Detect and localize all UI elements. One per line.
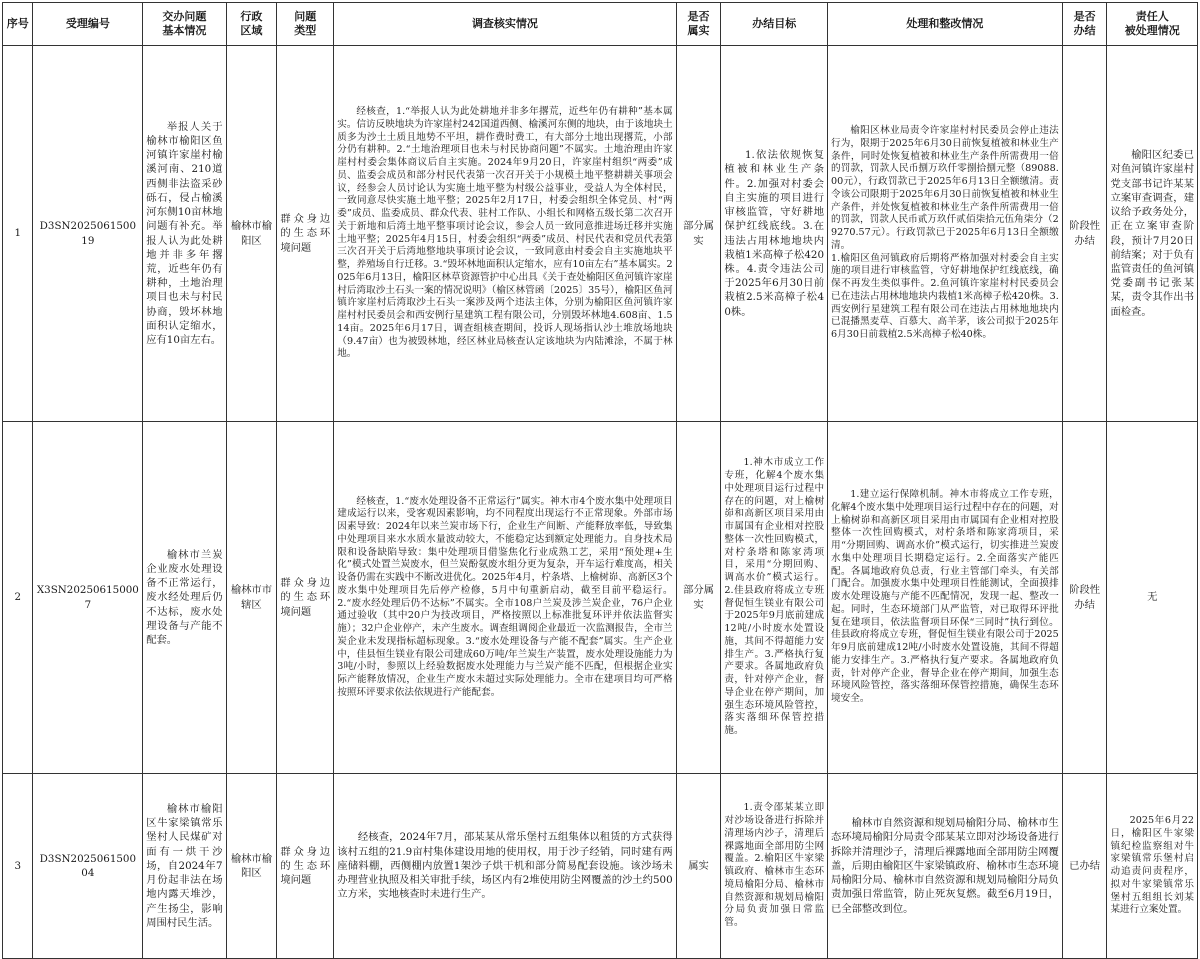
cell-code: X3SN202506150007 xyxy=(33,422,143,774)
cell-handling: 1.建立运行保障机制。神木市将成立工作专班，化解4个废水集中处理项目运行过程中存在的问题，对上榆树峁和高新区项目采用由市属国有企业相对控股整体一次性回购模式，对柠条塔和陈家湾项目，采用“分期回购、调高水价”模式运行，切实推进兰炭废水集中处理项目长期稳定运行。2.全面落实产能匹配。各属地政府负总责，行业主管部门牵头，有关部门配合。加强废水集中处理项目性能测试，全面摸排废水处理设施与产能不匹配情况，发现一起、整改一起。同时，生态环境部门从严监管，对已取得环评批复在建项目，依法监督项目环保“三同时”执行到位。佳县政府将成立专班，督促恒生镁业有限公司于2025年9月底前建成12吨/小时废水处置设施，其间不得超能力安排生产。3.严格执行复产要求。各属地政府负责，针对停产企业，督导企业在停产期间，加强生态环境风险管控，落实落细环保管控措施，确保生态环境安全。 xyxy=(828,422,1063,774)
header-code: 受理编号 xyxy=(33,3,143,46)
header-target: 办结目标 xyxy=(721,3,828,46)
cell-region: 榆林市榆阳区 xyxy=(226,774,277,959)
table-row xyxy=(3,774,1198,959)
cell-issue: 榆林市榆阳区牛家梁镇常乐堡村人民煤矿对面有一烘干沙场，自2024年7月份起非法在场地内露天堆沙，产生扬尘，影响周围村民生活。 xyxy=(143,774,226,959)
cell-handling: 榆阳区林业局责令许家崖村村民委员会停止违法行为，限期于2025年6月30日前恢复植被和林业生产条件，同时处恢复植被和林业生产条件所需费用一倍的罚款，罚款人民币捌万玖仟零捌拾捌元整（89088.00元），行政罚款已于2025年6月13日全额缴清。责令该公司限期于2025年6月30日前恢复植被和林业生产条件，并处恢复植被和林业生产条件所需费用一倍的罚款，罚款人民币贰万玖仟贰佰柒拾元伍角柒分（29270.57元）。行政罚款已于2025年6月13日全额缴清。 1.榆阳区鱼河镇政府后期将严格加强对村委会自主实施的项目进行审核监管，守好耕地保护红线底线，确保不再发生类似事件。2.鱼河镇许家崖村村民委员会已在违法占用林地地块内栽植1米高樟子松420株。3.西安例行星建筑工程有限公司在违法占用林地地块内已混播黑麦草、百慕大、高羊茅，该公司拟于2025年6月30日前栽植2.5米高樟子松40株。 xyxy=(828,46,1063,422)
cell-target: 1.依法依规恢复植被和林业生产条件。2.加强对村委会自主实施的项目进行审核监管，守好耕地保护红线底线。3.在违法占用林地地块内栽植1米高樟子松420株。4.责令违法公司于2025年6月30日前栽植2.5米高樟子松40株。 xyxy=(721,46,828,422)
cell-seq: 2 xyxy=(3,422,33,774)
cell-handling: 榆林市自然资源和规划局榆阳分局、榆林市生态环境局榆阳分局责令邵某某立即对沙场设备进行拆除并清理沙子，清理后裸露地面全部用防尘网覆盖，后期由榆阳区牛家梁镇政府、榆林市生态环境局榆阳分局、榆林市自然资源和规划局榆阳分局负责加强日常监管，防止死灰复燃。截至6月19日，已全部整改到位。 xyxy=(828,774,1063,959)
cell-is-closed: 阶段性办结 xyxy=(1062,46,1107,422)
cell-is-true: 属实 xyxy=(676,774,721,959)
table-row xyxy=(3,46,1198,422)
header-is-closed: 是否 办结 xyxy=(1062,3,1107,46)
cell-is-closed: 已办结 xyxy=(1062,774,1107,959)
cell-accountability: 2025年6月22日，榆阳区牛家梁镇纪检监察组对牛家梁镇常乐堡村启动追责问责程序，拟对牛家梁镇常乐堡村五组组长刘某某进行立案处置。 xyxy=(1107,774,1198,959)
header-accountability: 责任人 被处理情况 xyxy=(1107,3,1198,46)
cell-region: 榆林市榆阳区 xyxy=(226,46,277,422)
table-row xyxy=(3,422,1198,774)
cell-findings: 经核查，2024年7月，邵某某从常乐堡村五组集体以租赁的方式获得该村五组的21.9亩村集体建设用地的使用权，用于沙子经销，同时建有两座储料棚，西侧棚内放置1架沙子烘干机和部分简易配套设施。该沙场未办理营业执照及相关审批手续，场区内有2堆使用防尘网覆盖的沙土约500立方米，实地核查时未进行生产。 xyxy=(334,774,676,959)
cell-target: 1.责令邵某某立即对沙场设备进行拆除并清理场内沙子，清理后裸露地面全部用防尘网覆盖。2.榆阳区牛家梁镇政府、榆林市生态环境局榆阳分局、榆林市自然资源和规划局榆阳分局负责加强日常监管。 xyxy=(721,774,828,959)
cell-target: 1.神木市成立工作专班，化解4个废水集中处理项目运行过程中存在的问题，对上榆树峁和高新区项目采用由市属国有企业相对控股整体一次性回购模式，对柠条塔和陈家湾项目，采用“分期回购、调高水价”模式运行。2.佳县政府将成立专班督促恒生镁业有限公司于2025年9月底前建成12吨/小时废水处置设施，其间不得超能力安排生产。3.严格执行复产要求。各属地政府负责，针对停产企业，督导企业在停产期间，加强生态环境风险管控，落实落细环保管控措施。 xyxy=(721,422,828,774)
table-header xyxy=(3,3,1198,46)
header-region: 行政 区域 xyxy=(226,3,277,46)
cell-region: 榆林市市辖区 xyxy=(226,422,277,774)
cell-type: 群众身边的生态环境问题 xyxy=(277,422,334,774)
cell-findings: 经核查，1.“举报人认为此处耕地并非多年撂荒，近些年仍有耕种”基本属实。信访反映地块为许家崖村242国道西侧、榆溪河东侧的地块，由于该地块土质多为沙土土质且地势不平坦，耕作费时费工，有大部分土地出现撂荒，小部分仍有耕种。2.“土地治理项目也未与村民协商问题”不属实。土地治理由许家崖村村委会集体商议后自主实施。2024年9月20日，许家崖村组织“两委”成员、监委会成员和部分村民代表第一次召开关于小规模土地平整耕耕关事项会议，经参会人员讨论认为实施土地平整为村级公益事业，受益人为全体村民，一致同意尽快实施土地平整；2025年2月17日，村委会组织全体党员、村“两委”成员、监委成员、群众代表、驻村工作队、小组长和网格五级长第二次召开关于新地和后湾土地平整事项讨论会议，参会人员一致同意推进场迁移并实施土地平整；2025年4月15日，村委会组织“两委”成员、村民代表和党员代表第三次召开关于后湾地整地块事项讨论会议，一致同意由村委会自主实施地块平整，养殖场自行迁移。3.“毁坏林地面积认定缩水，应有10亩左右”基本属实。2025年6月13日，榆阳区林草资源管护中心出具《关于查处榆阳区鱼河镇许家崖村后湾取沙土石头一案的情况说明》（榆区林管函〔2025〕35号），榆阳区鱼河镇许家崖村后湾取沙土石头一案涉及两个违法主体，分别为榆阳区鱼河镇许家崖村村民委员会和西安例行星建筑工程有限公司，分别毁坏林地4.608亩、1.514亩。2025年6月17日，调查组核查期间，投诉人现场指认沙土堆放场地块（9.47亩）也为被毁林地，经区林业局核查认定该地块为内陆滩涂，不属于林地。 xyxy=(334,46,676,422)
cell-accountability: 榆阳区纪委已对鱼河镇许家崖村党支部书记许某某立案审查调查，建议给予政务处分，正在立案审查阶段，预计7月20日前结案；对于负有监管责任的鱼河镇党委副书记张某某，责令其作出书面检查。 xyxy=(1107,46,1198,422)
cell-issue: 举报人关于榆林市榆阳区鱼河镇许家崖村榆溪河南、210道西侧非法盗采砂砾石，侵占榆溪河东侧10亩林地问题有补充。举报人认为此处耕地并非多年撂荒，近些年仍有耕种，土地治理项目也未与村民协商，毁坏林地面积认定缩水，应有10亩左右。 xyxy=(143,46,226,422)
cell-accountability: 无 xyxy=(1107,422,1198,774)
cell-seq: 3 xyxy=(3,774,33,959)
cell-is-true: 部分属实 xyxy=(676,422,721,774)
cell-type: 群众身边的生态环境问题 xyxy=(277,774,334,959)
header-type: 问题 类型 xyxy=(277,3,334,46)
header-seq: 序号 xyxy=(3,3,33,46)
cell-type: 群众身边的生态环境问题 xyxy=(277,46,334,422)
case-table xyxy=(2,2,1198,959)
header-is-true: 是否 属实 xyxy=(676,3,721,46)
header-issue: 交办问题 基本情况 xyxy=(143,3,226,46)
cell-seq: 1 xyxy=(3,46,33,422)
cell-is-closed: 阶段性办结 xyxy=(1062,422,1107,774)
cell-issue: 榆林市兰炭企业废水处理设备不正常运行，废水经处理后仍不达标，废水处理设备与产能不配套。 xyxy=(143,422,226,774)
cell-code: D3SN202506150004 xyxy=(33,774,143,959)
header-handling: 处理和整改情况 xyxy=(828,3,1063,46)
cell-findings: 经核查，1.“废水处理设备不正常运行”属实。神木市4个废水集中处理项目建成运行以来，受客观因素影响，均不同程度出现运行不正常现象。外部市场因素导致：2024年以来兰炭市场下行，企业生产间断、产能释放率低，导致集中处理项目来水水质水量波动较大，不能稳定达到额定处理能力。自身技术局限和设备缺陷导致：集中处理项目借鉴焦化行业成熟工艺，采用“预处理+生化”模式处置兰炭废水，但兰炭酚氨废水组分更为复杂，开车运行难度高，相关设备仍需在实践中不断改进优化。2025年4月，柠条塔、上榆树峁、高新区3个废水集中处理项目先后停产检修，5月中旬重新启动，截至目前平稳运行。2.“废水经处理后仍不达标”不属实。全市108户兰炭及涉兰炭企业，76户企业通过验收（其中20户为技改项目，严格按照以上标准批复环评并依法监督实施）；32户企业停产，未产生废水。调查组调阅企业最近一次监测报告，全市兰炭企业未发现指标超标现象。3.“废水处理设备与产能不配套”属实。生产企业中，佳县恒生镁业有限公司建成60万吨/年兰炭生产装置，废水处理设施能力为3吨/小时，参照以上经验数据废水处理能力与兰炭产能不匹配，但根据企业实际产能释放情况，企业生产废水未超过实际处理能力。全市在建项目均可严格按照环评要求依法依规进行产能配套。 xyxy=(334,422,676,774)
header-findings: 调查核实情况 xyxy=(334,3,676,46)
cell-is-true: 部分属实 xyxy=(676,46,721,422)
cell-code: D3SN202506150019 xyxy=(33,46,143,422)
